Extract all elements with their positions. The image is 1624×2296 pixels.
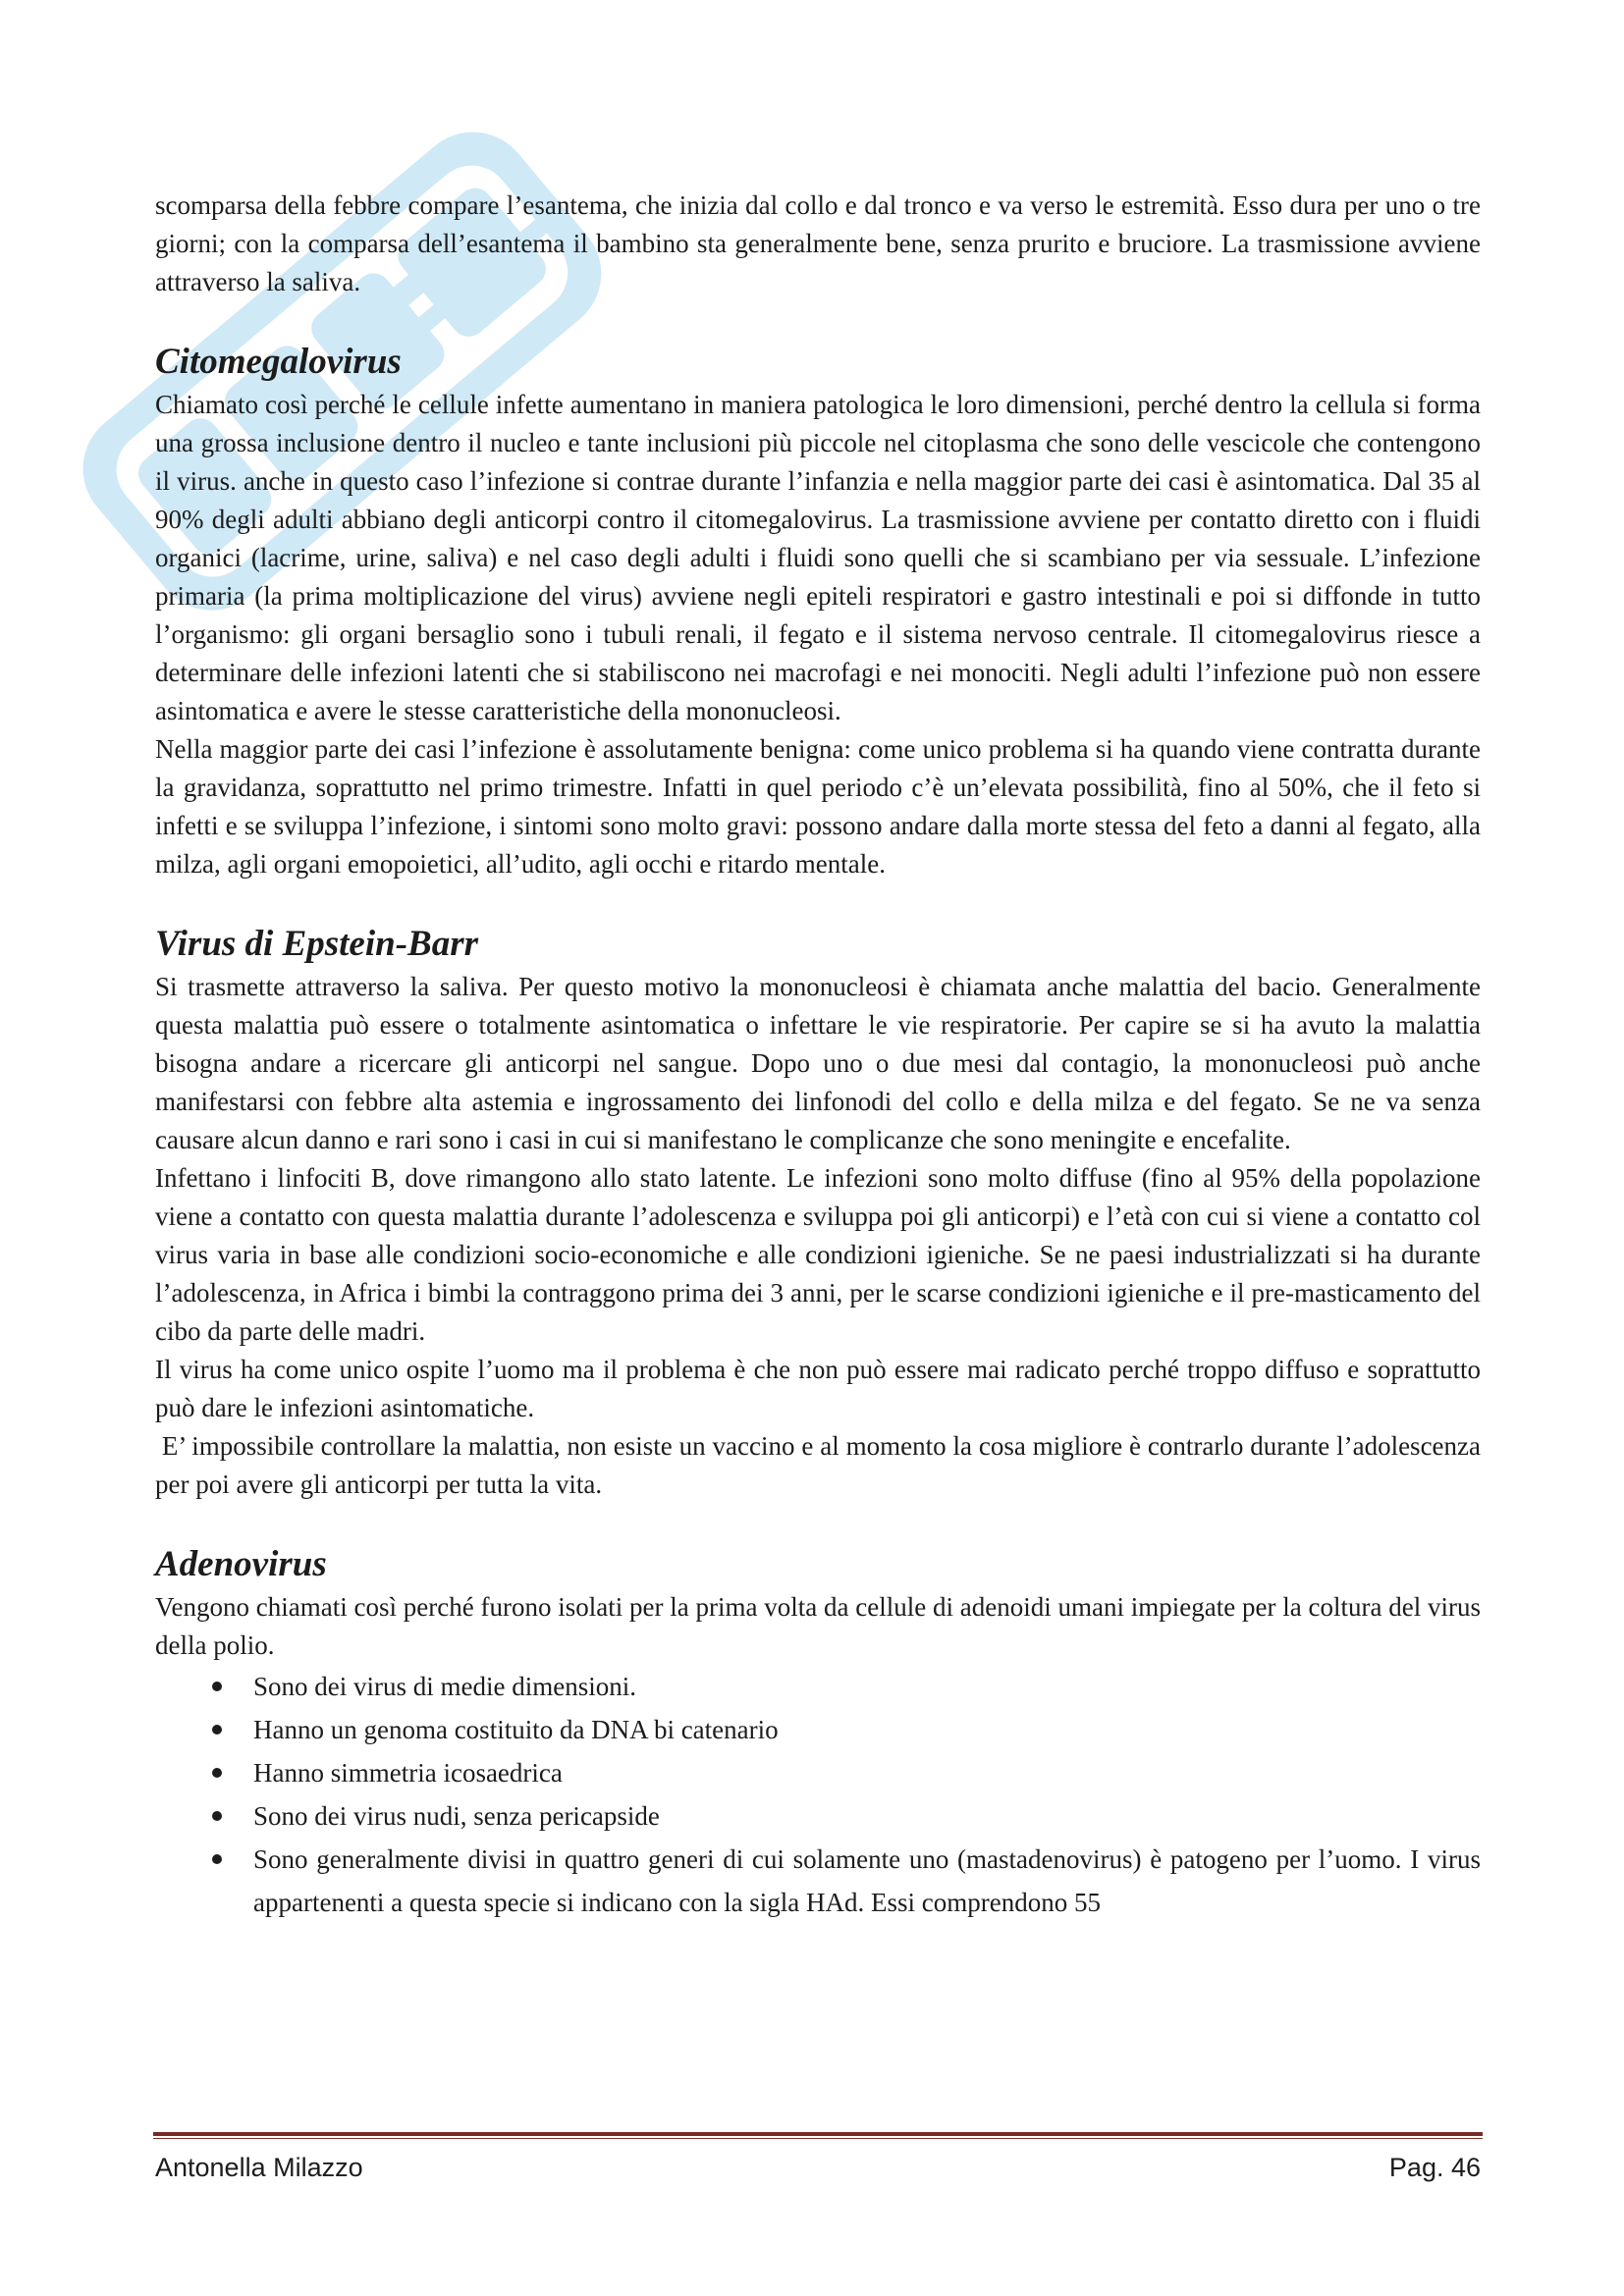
section-heading-epstein-barr: Virus di Epstein-Barr [155, 924, 479, 964]
list-item [155, 1838, 1481, 1924]
epstein-paragraph-4: E’ impossibile controllare la malattia, non esiste un vaccino e al momento la cosa migliore è contrarlo durante l’adolescenza per poi avere gli anticorpi per tutta la vita. [155, 1431, 1488, 1499]
footer-author: Antonella Milazzo [155, 2153, 363, 2182]
epstein-paragraph-1: Si trasmette attraverso la saliva. Per questo motivo la mononucleosi è chiamata anche malattia del bacio. Generalmente questa malattia può essere o totalmente asintomatica o infettare le vie respiratorie. Per capire se si ha avuto la malattia bisogna andare a ricercare gli anticorpi nel sangue. Dopo uno o due mesi dal contagio, la mononucleosi può anche manifestarsi con febbre alta astemia e ingrossamento dei linfonodi del collo e della milza e del fegato. Se ne va senza causare alcun danno e rari sono i casi in cui si manifestano le complicanze che sono meningite e encefalite. [155, 972, 1481, 1154]
list-item [155, 1665, 1481, 1708]
footer-divider-thin [153, 2138, 1483, 2139]
citomegalovirus-paragraph-1: Chiamato così perché le cellule infette aumentano in maniera patologica le loro dimensioni, perché dentro la cellula si forma una grossa inclusione dentro il nucleo e tante inclusioni più piccole nel citoplasma che sono delle vescicole che contengono il virus. anche in questo caso l’infezione si contrae durante l’infanzia e nella maggior parte dei casi è asintomatica. Dal 35 al 90% degli adulti abbiano degli anticorpi contro il citomegalovirus. La trasmissione avviene per contatto diretto con i fluidi organici (lacrime, urine, saliva) e nel caso degli adulti i fluidi sono quelli che si scambiano per via sessuale. L’infezione primaria (la prima moltiplicazione del virus) avviene negli epiteli respiratori e gastro intestinali e poi si diffonde in tutto l’organismo: gli organi bersaglio sono i tubuli renali, il fegato e il sistema nervoso centrale. Il citomegalovirus riesce a determinare delle infezioni latenti che si stabiliscono nei macrofagi e nei monociti. Negli adulti l’infezione può non essere asintomatica e avere le stesse caratteristiche della mononucleosi. [155, 390, 1481, 725]
list-item-text: Sono dei virus di medie dimensioni. [253, 1672, 636, 1701]
footer-page-number: Pag. 46 [1388, 2153, 1481, 2182]
epstein-paragraph-2: Infettano i linfociti B, dove rimangono allo stato latente. Le infezioni sono molto diffuse (fino al 95% della popolazione viene a contatto con questa malattia durante l’adolescenza e sviluppa poi gli anticorpi) e l’età con cui si viene a contatto col virus varia in base alle condizioni socio-economiche e alle condizioni igieniche. Se ne paesi industrializzati si ha durante l’adolescenza, in Africa i bimbi la contraggono prima dei 3 anni, per le scarse condizioni igieniche e il pre-masticamento del cibo da parte delle madri. [155, 1163, 1481, 1346]
adenovirus-bullet-list [155, 1665, 1481, 1924]
intro-paragraph: scomparsa della febbre compare l’esantema, che inizia dal collo e dal tronco e va verso le estremità. Esso dura per uno o tre giorni; con la comparsa dell’esantema il bambino sta generalmente bene, senza prurito e bruciore. La trasmissione avviene attraverso la saliva. [155, 190, 1481, 296]
epstein-paragraph-3: Il virus ha come unico ospite l’uomo ma il problema è che non può essere mai radicato perché troppo diffuso e soprattutto può dare le infezioni asintomatiche. [155, 1355, 1481, 1422]
bullet-icon [212, 1768, 222, 1778]
footer-divider [153, 2132, 1483, 2140]
section-heading-adenovirus: Adenovirus [155, 1544, 327, 1584]
bullet-icon [212, 1854, 222, 1864]
section-heading-citomegalovirus: Citomegalovirus [155, 342, 402, 382]
list-item-text: Sono generalmente divisi in quattro generi di cui solamente uno (mastadenovirus) è patogeno per l’uomo. I virus appartenenti a questa specie si indicano con la sigla HAd. Essi comprendono 55 [253, 1844, 1481, 1917]
adenovirus-paragraph-1: Vengono chiamati così perché furono isolati per la prima volta da cellule di adenoidi umani impiegate per la coltura del virus della polio. [155, 1592, 1481, 1660]
bullet-icon [212, 1725, 222, 1735]
bullet-icon [212, 1682, 222, 1691]
list-item [155, 1794, 1481, 1838]
footer-divider-thick [153, 2132, 1483, 2136]
list-item-text: Hanno un genoma costituito da DNA bi catenario [253, 1715, 779, 1744]
list-item [155, 1751, 1481, 1794]
list-item-text: Sono dei virus nudi, senza pericapside [253, 1801, 660, 1831]
bullet-icon [212, 1811, 222, 1821]
document-body [155, 187, 1488, 1924]
list-item-text: Hanno simmetria icosaedrica [253, 1758, 563, 1788]
citomegalovirus-paragraph-2: Nella maggior parte dei casi l’infezione è assolutamente benigna: come unico problema si ha quando viene contratta durante la gravidanza, soprattutto nel primo trimestre. Infatti in quel periodo c’è un’elevata possibilità, fino al 50%, che il feto si infetti e se sviluppa l’infezione, i sintomi sono molto gravi: possono andare dalla morte stessa del feto a danni al fegato, alla milza, agli organi emopoietici, all’udito, agli occhi e ritardo mentale. [155, 734, 1481, 879]
list-item [155, 1708, 1481, 1751]
